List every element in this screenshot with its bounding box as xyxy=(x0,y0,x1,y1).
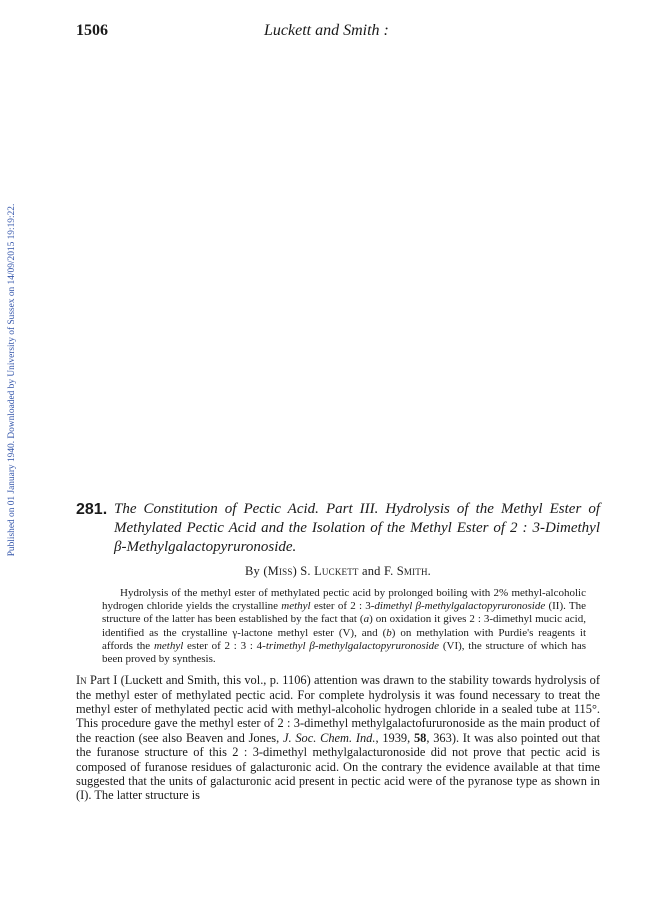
abstract-text: ) on methylation with Purdie's reagents it affords the xyxy=(102,626,587,652)
abstract-emphasis: methyl xyxy=(281,600,311,613)
abstract-text: (II). The structure of the latter has been established by the fact that ( xyxy=(102,600,586,626)
abstract-text: Hydrolysis of the methyl ester of methylated pectic acid by prolonged boiling with 2% methyl-alcoholic hydrogen chloride yields the crystalline xyxy=(102,587,586,613)
abstract-emphasis: methyl xyxy=(153,639,184,652)
body-text: Part I (Luckett and Smith, this vol., p. 1106) attention was drawn to the stability towards hydrolysis of the methyl ester of methylated pectic acid. For complete hydrolysis it was found necessary to treat the methyl ester of methylated pectic acid with methyl-alcoholic hydrogen chloride in a sealed tube at 115°. This procedure gave the methyl ester of 2 : 3-dimethyl methylgalactofururonoside as the main product of the reaction (see also Beaven and Jones, xyxy=(76,673,600,745)
body-text: , 363). It was also pointed out that the furanose structure of this 2 : 3-dimethyl methylgalacturonoside did not prove that pectic acid is composed of furanose residues of galacturonic acid. On the contrary the evidence available at that time suggested that the units of galacturonic acid present in pectic acid were of the pyranose type as shown in (I). The latter structure is xyxy=(76,730,601,803)
author-2: F. Smith. xyxy=(383,564,432,578)
body-paragraph xyxy=(76,673,600,803)
abstract-text: ester of 2 : 3 : 4- xyxy=(183,639,266,652)
abstract-emphasis: trimethyl β-methylgalactopyruronoside xyxy=(265,639,440,652)
by-label: By xyxy=(244,564,260,578)
abstract xyxy=(102,587,586,666)
article-title: The Constitution of Pectic Acid. Part III. Hydrolysis of the Methyl Ester of Methylated Pectic Acid and the Isolation of the Methyl Ester of 2 : 3-Dimethyl β-Methylgalactopyruronoside. xyxy=(114,501,600,555)
download-watermark xyxy=(4,160,20,600)
running-head: Luckett and Smith : xyxy=(264,22,389,39)
and-label: and xyxy=(361,564,381,578)
article-title-block xyxy=(76,500,600,557)
abstract-text: (VI), the structure of which has been proved by synthesis. xyxy=(102,639,586,666)
citation-volume: 58 xyxy=(413,730,427,745)
journal-citation: J. Soc. Chem. Ind. xyxy=(282,730,376,745)
author-1: (Miss) S. Luckett xyxy=(263,564,359,578)
body-text: , 1939, xyxy=(375,730,414,745)
author-line xyxy=(76,564,600,579)
article xyxy=(76,500,600,815)
abstract-emphasis: a xyxy=(363,613,370,626)
abstract-emphasis: dimethyl β-methylgalactopyruronoside xyxy=(374,600,546,613)
article-number: 281. xyxy=(76,501,108,518)
abstract-text: ester of 2 : 3- xyxy=(310,600,375,613)
page-number: 1506 xyxy=(76,22,108,39)
page-header xyxy=(76,22,596,42)
abstract-text: ) on oxidation it gives 2 : 3-dimethyl mucic acid, identified as the crystalline γ-lactone methyl ester (V), and ( xyxy=(102,613,586,639)
download-notice-text: Published on 01 January 1940. Downloaded by University of Sussex on 14/09/2015 19:19:22. xyxy=(7,203,17,557)
abstract-emphasis: b xyxy=(386,626,392,639)
paragraph-opening: In xyxy=(76,673,87,688)
